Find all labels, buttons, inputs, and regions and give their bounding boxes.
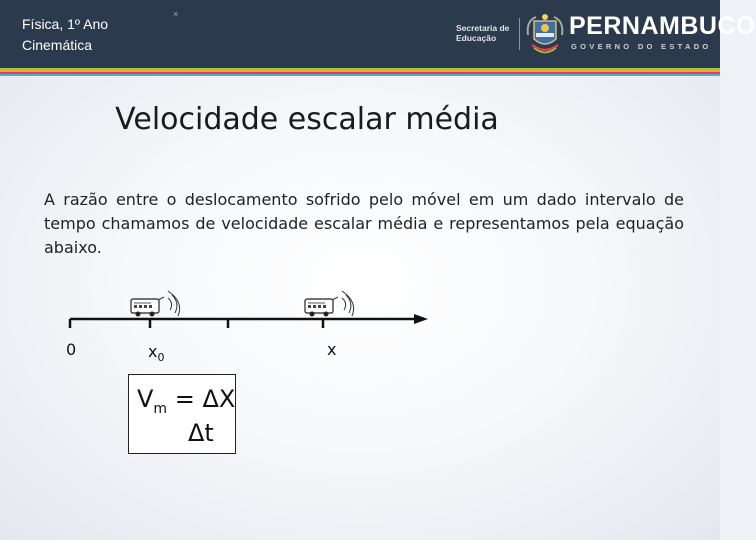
secretaria-logo-text	[456, 23, 516, 43]
bus-icon	[305, 299, 333, 317]
formula-v-sub: m	[153, 400, 168, 417]
x0-label-main: x	[148, 342, 158, 361]
origin-label: 0	[66, 340, 77, 359]
header-bar	[0, 0, 756, 68]
close-icon[interactable]: ×	[173, 9, 179, 19]
formula-equals: =	[174, 385, 195, 413]
bus-icon	[131, 299, 159, 317]
coat-of-arms-icon	[524, 11, 566, 57]
brand-subtitle: GOVERNO DO ESTADO	[571, 42, 712, 51]
topic-label: Cinemática	[22, 37, 93, 53]
slide-paragraph: A razão entre o deslocamento sofrido pelo móvel em um dado intervalo de tempo chamamos de velocidade escalar média e representamos pela equação abaixo.	[44, 190, 684, 257]
secretaria-line2: Educação	[456, 33, 497, 43]
axis-arrowhead	[414, 314, 428, 324]
x0-label	[148, 342, 164, 364]
formula-v: V	[137, 385, 154, 413]
formula-box	[128, 374, 236, 454]
x-label: x	[327, 340, 337, 359]
slide-title: Velocidade escalar média	[115, 102, 499, 137]
trajectory-figure	[0, 280, 720, 380]
formula-denominator: Δt	[188, 419, 214, 447]
signal-waves-icon	[158, 291, 180, 316]
formula-numerator-line	[137, 385, 235, 417]
subject-label: Física, 1º Ano	[22, 16, 109, 32]
trajectory-diagram	[0, 280, 720, 380]
formula-numerator: ΔX	[202, 385, 236, 413]
x0-label-sub: 0	[157, 351, 165, 365]
stripe-blue	[0, 74, 720, 76]
signal-waves-icon	[332, 291, 354, 316]
brand-name: PERNAMBUCO	[569, 12, 756, 40]
logo-divider	[519, 18, 520, 50]
secretaria-line1: Secretaria de	[456, 23, 510, 33]
